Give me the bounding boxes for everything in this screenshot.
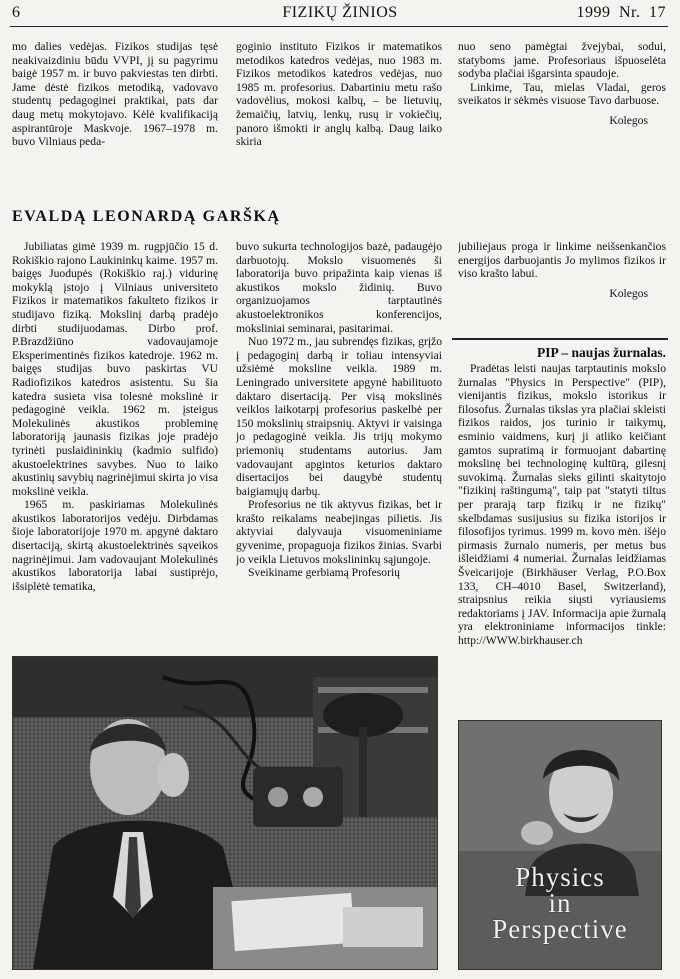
top-article-col2: [236, 40, 442, 190]
top-article-col3: [458, 40, 666, 180]
pip-title: PIP – naujas žurnalas.: [536, 345, 666, 360]
cover-title-line3: Perspective: [492, 914, 628, 944]
paragraph: nuo seno pamėgtai žvejybai, sodui, statyboms jame. Profesoriaus išpuoselėta sodyba plačiai išgarsinta spaudoje.: [458, 40, 666, 81]
top-article-col1: [12, 40, 218, 180]
signature: Kolegos: [609, 113, 648, 127]
journal-cover: [458, 720, 662, 970]
paragraph: Sveikiname gerbiamą Profesorių: [248, 566, 400, 580]
paragraph: jubiliejaus proga ir linkime neišsenkančios energijos darbuojantis Jo mylimos fizikos ir viso krašto labui.: [458, 240, 666, 281]
paragraph: Profesorius ne tik aktyvus fizikas, bet ir krašto reikalams neabejingas pilietis. Jis aktyviai dalyvauja visuomeniniame gyvenime, propaguoja fizikos žinias. Svarbi jo veikla Lietuvos mokslininkų sąjungoje.: [236, 498, 442, 566]
journal-title: FIZIKŲ ŽINIOS: [282, 4, 398, 21]
main-article-col1: [12, 240, 218, 648]
cover-title-line2: in: [548, 888, 572, 918]
cover-title-line1: Physics: [515, 862, 605, 892]
header-rule: [10, 26, 668, 27]
page-number: 6: [12, 4, 21, 21]
paragraph: mo dalies vedėjas. Fizikos studijas tęsė neakivaizdiniu būdu VVPI, jį su pagyrimu baigė 1957 m. ir buvo pakviestas ten dirbti. Jame dėstė fizikos metodiką, vadovavo studentų pedagoginei praktikai, pats dar daug metų mokytojavo. Kėlė kvalifikaciją aspirantūroje Maskvoje. 1967–1978 m. buvo Vilniaus peda-: [12, 40, 218, 149]
main-article-col2: [236, 240, 442, 648]
paragraph: Jubiliatas gimė 1939 m. rugpjūčio 15 d. Rokiškio rajono Laukininkų kaime. 1957 m. baigęs Juodupės (Rokiškio raj.) vidurinę mokyklą įstojo į Vilniaus universiteto Fizikos ir matematikos fakulteto fizikos ir studijavo fiziką. Mokslinį darbą pradėjo dirbti studijuodamas. Dirbo prof. P.Brazdžiūno vadovaujamoje Eksperimentinės fizikos katedroje. 1962 m. baigęs studijas buvo paskirtas VU Radiofizikos katedros asistentu. Su šia katedra susieta visa tolesnė mokslinė ir pedagoginė veikla. 1962 m. įsteigus Molekulinės akustikos probleminę laboratoriją jaunasis fizikas joje pradėjo tyrinėti puslaidininkių (kadmio sulfido) akustoelektrines savybes. Nuo to laiko akustinių savybių nagrinėjimui skirta jo visa mokslinė veikla.: [12, 240, 218, 498]
signature: Kolegos: [609, 286, 648, 300]
portrait-photo: [12, 656, 438, 970]
portrait-photo-image: [13, 657, 437, 969]
paragraph: goginio instituto Fizikos ir matematikos metodikos katedros vedėjas, nuo 1983 m. Fizikos metodikos katedros vedėjas, nuo 1985 m. profesorius. Dabartiniu metu rašo vadovėlius, mokosi kalbų, – be lietuvių, žemaičių, latvių, lenkų, rusų ir vokiečių, panoro išmokti ir anglų kalbą. Daug laiko skiria: [236, 40, 442, 149]
paragraph: buvo sukurta technologijos bazė, padaugėjo darbuotojų. Mokslo visuomenės ši laboratorija buvo pripažinta kaip vienas iš akustikos mokslo židinių. Buvo organizuojamos tarptautinės akustoelektronikos konferencijos, moksliniai seminarai, pasitarimai.: [236, 240, 442, 335]
paragraph: Nuo 1972 m., jau subrendęs fizikas, grįžo į pedagoginį darbą ir toliau intensyviai užsiėmė moksline veikla. 1989 m. Leningrado universitete apgynė habilituoto daktaro disertaciją. Per visą mokslinės veiklos laikotarpį profesorius paskelbė per 150 mokslinių straipsnių. Aktyvi ir vaisinga jo pedagoginė veikla. Jis trijų mokymo priemonių studentams autorius. Jam vadovaujant apgintos keturios daktaro disertacijos bei daugybė studentų baigiamųjų darbų.: [236, 335, 442, 498]
pip-rule: [452, 338, 668, 340]
main-article-col3: [458, 240, 666, 330]
issue-label: 1999 Nr. 17: [576, 4, 666, 21]
paragraph: Linkime, Tau, mielas Vladai, geros sveikatos ir sėkmės visuose Tavo darbuose.: [458, 80, 666, 108]
paragraph: Pradėtas leisti naujas tarptautinis mokslo žurnalas "Physics in Perspective" (PIP), vienijantis fizikus, mokslo istorikus ir filosofus. Žurnalas tikslas yra plačiai skleisti fizikos raidos, jos turinio ir taikymų, esminio vaidmens, kurį ji atliko keičiant gamtos supratimą ir formuojant dabartinę mokslinę bei technologinę kultūrą, gilesnį suvokimą. Žurnalas sieks gilinti skaitytojo "fizikinį raštingumą", taip pat "statyti tiltus per prarają tarp fizikų ir ne fizikų" skelbdamas susijusius su fizika istorijos ir filosofijos tyrimus. 1999 m. kovo mėn. išėjo pirmasis žurnalo numeris, per metus bus išleidžiami 4 numeriai. Žurnalas leidžiamas Šveicarijoje (Birkhäuser Verlag, P.O.Box 133, CH–4010 Basel, Switzerland), straipsnius reikia siųsti vyriausiems redaktoriams į JAV. Informacija apie žurnalą yra elektroniniame informacijos tinkle: http://WWW.birkhauser.ch: [458, 362, 666, 647]
article-headline: EVALDĄ LEONARDĄ GARŠKĄ: [12, 208, 281, 225]
pip-body: [458, 362, 666, 710]
paragraph: 1965 m. paskiriamas Molekulinės akustikos laboratorijos vedėju. Dirbdamas šioje laboratorijoje 1970 m. apgynė daktaro disertaciją, skirtą akustoelektrinės sąveikos nagrinėjimui. Jam vadovaujant Molekulinės akustikos laboratorija labai sustiprėjo, išsiplėtė tematika,: [12, 498, 218, 593]
